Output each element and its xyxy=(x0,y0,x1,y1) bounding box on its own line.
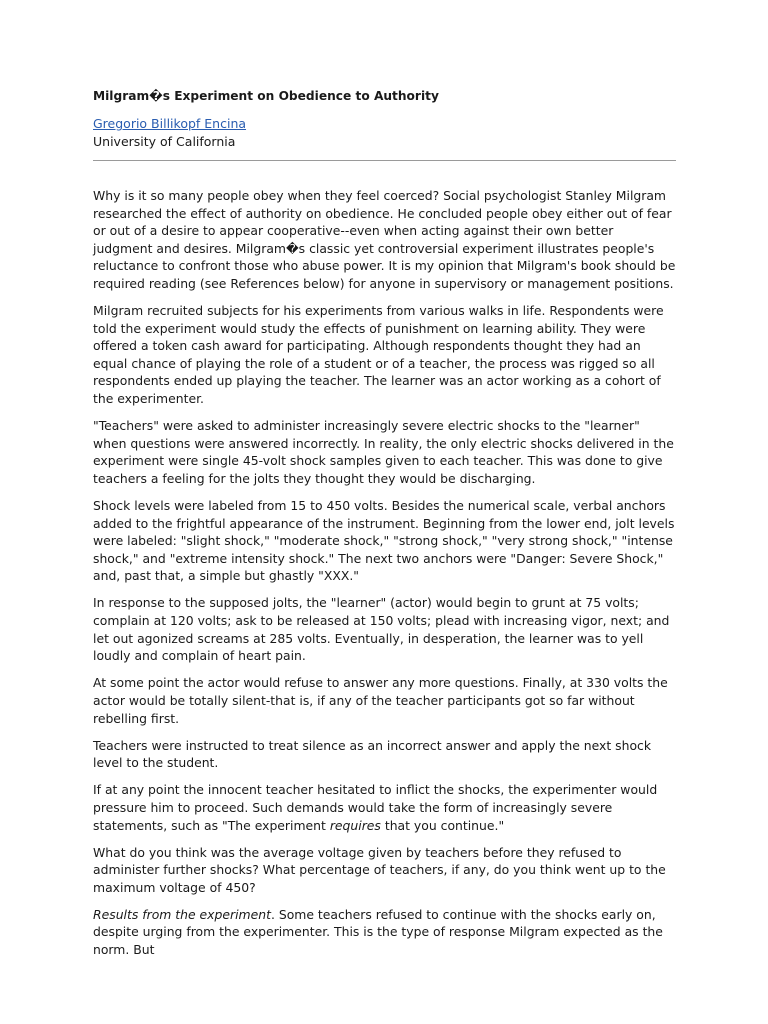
emphasis-requires: requires xyxy=(329,817,381,833)
article-title: Milgram�s Experiment on Obedience to Authority xyxy=(93,89,439,103)
results-heading: Results from the experiment xyxy=(93,906,271,922)
author-affiliation: University of California xyxy=(93,134,236,149)
header-divider xyxy=(93,160,676,161)
paragraph-refusal: At some point the actor would refuse to answer any more questions. Finally, at 330 volts the actor would be totally silent-that is, if any of the teacher participants got so far without rebelling first. xyxy=(93,675,668,726)
paragraph-shock-levels: Shock levels were labeled from 15 to 450 volts. Besides the numerical scale, verbal anchors added to the frightful appearance of the instrument. Beginning from the lower end, jolt levels were labeled: "slight shock," "moderate shock," "strong shock," "very strong shock," "intense shock," and "extreme intensity shock." The next two anchors were "Danger: Severe Shock," and, past that, a simple but ghastly "XXX." xyxy=(93,498,675,584)
article-body xyxy=(93,187,676,959)
paragraph-pressure-part-1: If at any point the innocent teacher hesitated to inflict the shocks, the experimenter would pressure him to proceed. Such demands would take the form of increasingly severe statements, such as "The experiment xyxy=(93,782,658,833)
paragraph-silence: Teachers were instructed to treat silence as an incorrect answer and apply the next shock level to the student. xyxy=(93,737,652,771)
paragraph-recruitment: Milgram recruited subjects for his experiments from various walks in life. Respondents were told the experiment would study the effects of punishment on learning ability. They were offered a token cash award for participating. Although respondents thought they had an equal chance of playing the role of a student or of a teacher, the process was rigged so all respondents ended up playing the teacher. The learner was an actor working as a cohort of the experimenter. xyxy=(93,303,664,407)
paragraph-results-text: . Some teachers refused to continue with the shocks early on, despite urging from the experimenter. This is the type of response Milgram expected as the norm. But xyxy=(93,906,663,958)
paragraph-learner-response: In response to the supposed jolts, the "learner" (actor) would begin to grunt at 75 volts; complain at 120 volts; ask to be released at 150 volts; plead with increasing vigor, next; and let out agonized screams at 285 volts. Eventually, in desperation, the learner was to yell loudly and complain of heart pain. xyxy=(93,595,670,664)
paragraph-results xyxy=(93,906,676,959)
paragraph-pressure-part-2: that you continue." xyxy=(380,817,505,833)
paragraph-teachers: "Teachers" were asked to administer increasingly severe electric shocks to the "learner" when questions were answered incorrectly. In reality, the only electric shocks delivered in the experiment were single 45-volt shock samples given to each teacher. This was done to give teachers a feeling for the jolts they thought they would be discharging. xyxy=(93,418,674,486)
paragraph-intro: Why is it so many people obey when they feel coerced? Social psychologist Stanley Milgram researched the effect of authority on obedience. He concluded people obey either out of fear or out of a desire to appear cooperative--even when acting against their own better judgment and desires. Milgram�s classic yet controversial experiment illustrates people's reluctance to confront those who abuse power. It is my opinion that Milgram's book should be required reading (see References below) for anyone in supervisory or management positions. xyxy=(93,188,676,291)
paragraph-pressure xyxy=(93,781,676,834)
author-link[interactable]: Gregorio Billikopf Encina xyxy=(93,116,247,131)
paragraph-question: What do you think was the average voltage given by teachers before they refused to administer further shocks? What percentage of teachers, if any, do you think went up to the maximum voltage of 450? xyxy=(93,844,666,895)
